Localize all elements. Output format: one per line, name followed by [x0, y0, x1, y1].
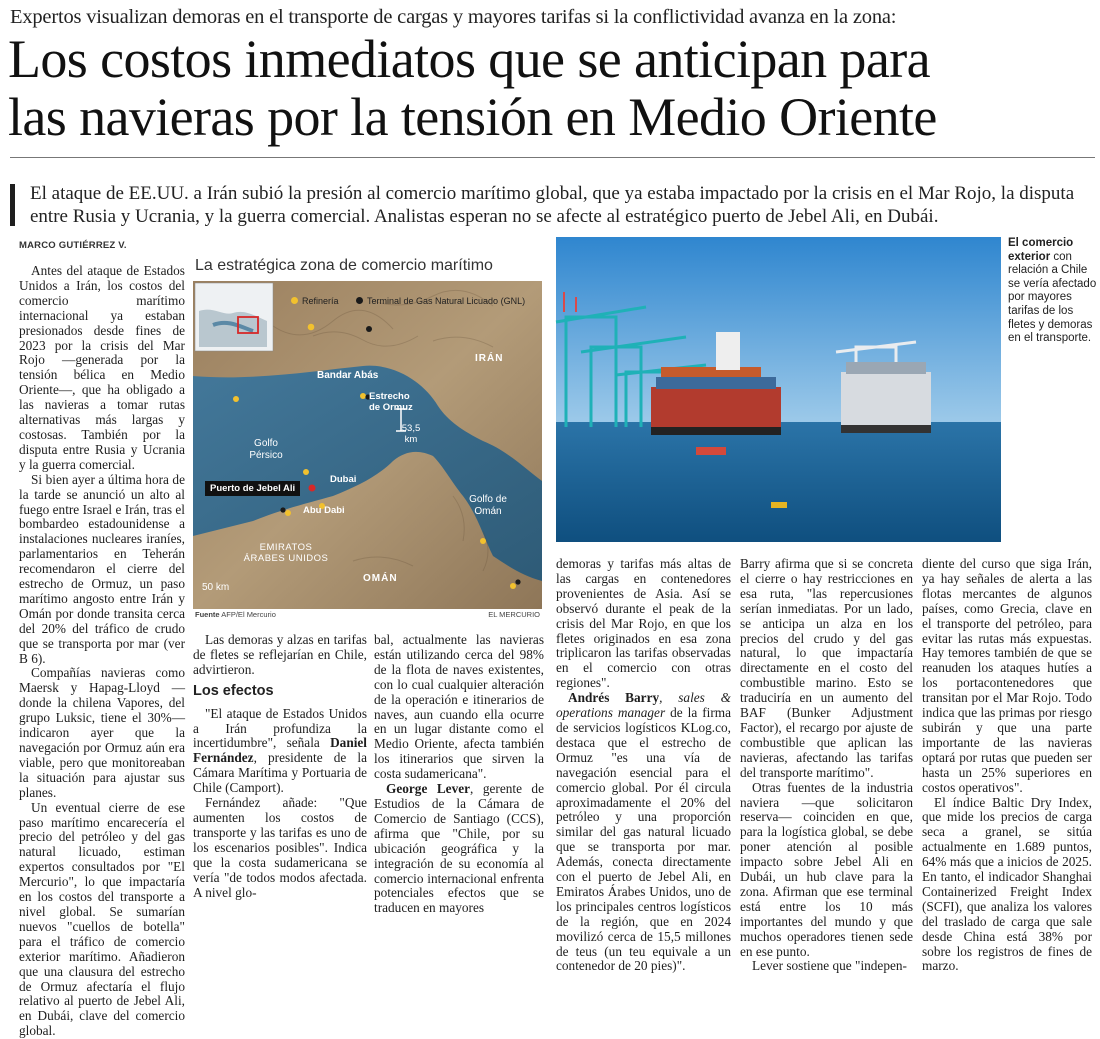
article-column-1	[19, 264, 185, 1039]
paragraph: bal, actualmente las navieras están utilizando cerca del 98% de la flota de naves existentes, con lo cual cualquier alteración de la operación e itinerarios de naves, aun cuando ella ocurre en un lugar distante como el Medio Oriente, afecta también los itinerarios que sirven la costa sudamericana".	[374, 632, 544, 782]
map-title: La estratégica zona de comercio marítimo	[195, 257, 493, 274]
map-label-oman: OMÁN	[363, 573, 398, 584]
port-photo	[556, 237, 1001, 542]
paragraph: Otras fuentes de la industria naviera —que solicitaron reserva— coinciden en que, para la logística global, se debe poner atención al posible impacto sobre Jebel Ali en Dubái, un hub clave para la zona. Afirman que ese terminal está entre los 10 más importantes del mundo y que muchos operadores tienen sede en ese punto.	[740, 779, 913, 959]
map-credit: Fuente AFP/El Mercurio EL MERCURIO	[195, 610, 540, 619]
paragraph: "El ataque de Estados Unidos a Irán profundiza la incertidumbre", señala Daniel Fernández, presidente de la Cámara Marítima y Portuaria de Chile (Camport).	[193, 705, 367, 796]
lng-swatch-icon	[356, 297, 363, 304]
map-label-gulf-oman: Golfo de Omán	[469, 494, 507, 517]
paragraph: Compañías navieras como Maersk y Hapag-Lloyd —donde la chilena Vapores, del grupo Luksic, tiene el 30%— indicaron ayer que la navegación por Ormuz aún era viable, pero que monitoreaban la situación para ajustar sus planes.	[19, 665, 185, 800]
paragraph: Fernández añade: "Que aumenten los costos de transporte y las tarifas es uno de los escenarios posibles". Indica que la costa sudamericana se vería "de todos modos afectada. A nivel glo-	[193, 795, 367, 900]
paragraph: Lever sostiene que "indepen-	[752, 958, 907, 974]
map-label-jebel-ali: Puerto de Jebel Ali	[205, 481, 300, 496]
article-column-3	[374, 633, 544, 916]
map-label-dubai: Dubai	[330, 474, 357, 485]
map-label-strait: Estrecho de Ormuz	[369, 391, 413, 413]
legend-lng: Terminal de Gas Natural Licuado (GNL)	[356, 296, 525, 306]
map-label-persian-gulf: Golfo Pérsico	[249, 438, 283, 461]
map-label-abu-dhabi: Abu Dabi	[303, 505, 345, 516]
map-label-iran: IRÁN	[475, 353, 504, 364]
headline-line-2: las navieras por la tensión en Medio Oriente	[8, 87, 937, 147]
lead-paragraph: El ataque de EE.UU. a Irán subió la presión al comercio marítimo global, que ya estaba impactado por la crisis en el Mar Rojo, la disputa entre Rusia y Ucrania, y la guerra comercial. Analistas esperan no se afecte al estratégico puerto de Jebel Ali, en Dubái.	[30, 183, 1075, 227]
article-column-4	[556, 557, 731, 974]
headline-line-1: Los costos inmediatos que se anticipan para	[8, 29, 930, 89]
map-label-uae: EMIRATOS ÁRABES UNIDOS	[243, 542, 329, 564]
paragraph: Barry afirma que si se concreta el cierre o hay restricciones en esa ruta, "las repercusiones serían inmediatas. Por un lado, se anticipa un alza en los precios del crudo y del gas natural, lo que impactaría directamente en el costo del combustible marino. Esto se traduciría en un aumento del BAF (Bunker Adjustment Factor), el recargo por ajuste de combustible que aplican las navieras, afectando las tarifas del transporte marítimo".	[740, 556, 913, 780]
paragraph: Un eventual cierre de ese paso marítimo encarecería el precio del petróleo y del gas natural licuado, estiman expertos consultados por "El Mercurio", lo que impactaría en los costos del transporte a nivel global. Se sumarían nuevos "cuellos de botella" para el tráfico de comercio exterior marítimo. Añadieron que una clausura del estrecho de Ormuz afectaría el flujo relativo al puerto de Jebel Ali, en Dubái, clave del comercio global.	[19, 799, 185, 1039]
paragraph: Andrés Barry, sales & operations manager de la firma de servicios logísticos KLog.co, destaca que el estrecho de Ormuz "es una vía de navegación esencial para el comercio global. Por él circula aproximadamente el 20% del petróleo y una proporción similar del gas natural licuado que se transporta por mar. Además, conecta directamente con el puerto de Jebel Ali, en Emiratos Árabes Unidos, uno de los principales centros logísticos de la región, que en 2024 movilizó cerca de 15,5 millones de teus (un teu equivale a un contenedor de 20 pies)".	[556, 690, 731, 974]
paragraph: diente del curso que siga Irán, ya hay señales de alerta a las flotas mercantes de algunos países, como Grecia, clave en el transporte del petróleo, para evitar las rutas más expuestas. Hay temores también de que se reanuden los ataques hutíes a los portacontenedores que transitan por el Mar Rojo. Todo indica que las primas por riesgo subirán y que una parte importante de las navieras optará por rutas que pueden ser hasta un 25% superiores en costos operativos".	[922, 556, 1092, 795]
lead-bar	[10, 184, 15, 226]
paragraph: Antes del ataque de Estados Unidos a Irán, los costos del comercio marítimo internacional ya estaban presionados desde fines de 2023 por la crisis del Mar Rojo —generada por la tensión bélica en Medio Oriente—, que ha obligado a las navieras a tomar rutas alternativas más largas y costosas. También por la disputa entre Rusia y Ucrania y la guerra comercial.	[19, 263, 185, 472]
paragraph: Las demoras y alzas en tarifas de fletes se reflejarían en Chile, advirtieron.	[193, 632, 367, 677]
kicker: Expertos visualizan demoras en el transporte de cargas y mayores tarifas si la conflictividad avanza en la zona:	[10, 6, 897, 28]
jebel-ali-marker	[309, 485, 316, 492]
paragraph: George Lever, gerente de Estudios de la Cámara de Comercio de Santiago (CCS), afirma que "Chile, por su ubicación geográfica y la integración de su economía al comercio internacional enfrenta potenciales efectos que se traducen en mayores	[374, 781, 544, 916]
article-column-2	[193, 633, 367, 900]
photo-caption: El comercio exterior con relación a Chile se vería afectado por mayores tarifas de los fletes y demoras en el transporte.	[1008, 237, 1097, 345]
divider	[10, 157, 1095, 158]
map-label-distance: 53,5 km	[401, 423, 421, 445]
article-column-5	[740, 557, 913, 974]
map-label-bandar: Bandar Abás	[317, 370, 379, 381]
legend-refinery: Refinería	[291, 296, 339, 306]
headline	[8, 30, 1098, 146]
article-column-6	[922, 557, 1092, 974]
paragraph: demoras y tarifas más altas de las cargas en contenedores provenientes de Asia. Así se observó durante el peak de la crisis del Mar Rojo, en que los fletes originados en esa zona triplicaron las tarifas observadas en el comercio con otras regiones".	[556, 556, 731, 691]
port-photo-svg	[556, 237, 1001, 542]
paragraph: El índice Baltic Dry Index, que mide los precios de carga seca a granel, se sitúa actualmente en 1.689 puntos, 64% más que a inicios de 2025. En tanto, el indicador Shanghai Containerized Freight Index (SCFI), que analiza los valores del traslado de carga que sale desde China está 38% por sobre los registros de fines de marzo.	[922, 794, 1092, 974]
byline: MARCO GUTIÉRREZ V.	[19, 240, 127, 251]
map-scale: 50 km	[202, 582, 230, 593]
refinery-swatch-icon	[291, 297, 298, 304]
section-subhead: Los efectos	[193, 682, 274, 699]
paragraph: Si bien ayer a última hora de la tarde se anunció un alto al fuego entre Israel e Irán, tras el bombardeo estadounidense a instalaciones nucleares iraníes, parlamentarios en Teherán recomendaron el cierre del estrecho de Ormuz, un paso marítimo angosto entre Irán y Omán por donde transita cerca del 20% del tráfico de crudo que se transporta por mar (ver B 6).	[19, 471, 185, 666]
map-graphic	[193, 253, 542, 623]
